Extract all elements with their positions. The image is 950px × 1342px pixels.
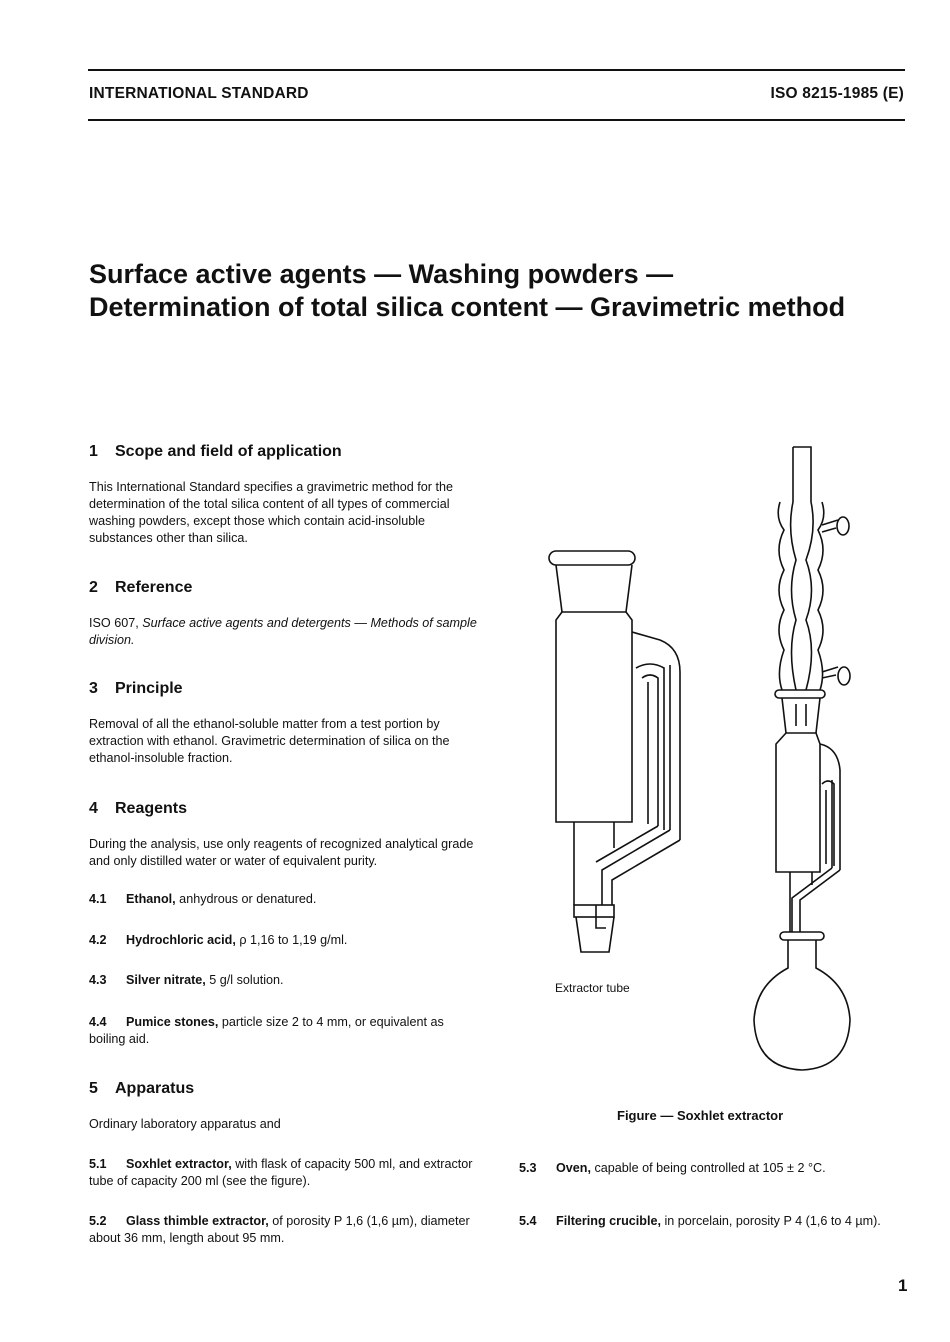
document-title (89, 258, 845, 324)
section-text: ISO 607, Surface active agents and detergents — Methods of sample division. (89, 616, 477, 647)
figure-part-label: Extractor tube (555, 981, 630, 995)
page-number: 1 (898, 1276, 908, 1295)
header-top-rule (88, 69, 905, 71)
section-text: This International Standard specifies a gravimetric method for the determination of the total silica content of all types of commercial washing powders, except those which contain acid-insoluble substances other than silica. (89, 480, 454, 545)
title-line-2: Determination of total silica content — Gravimetric method (89, 292, 846, 322)
section-heading: 2 Reference (89, 579, 193, 596)
header-right: ISO 8215-1985 (E) (770, 85, 904, 102)
clause-5-1: 5.1 Soxhlet extractor, with flask of capacity 500 ml, and extractor tube of capacity 200 ml (see the figure). (89, 1157, 473, 1188)
section-apparatus (89, 1080, 481, 1133)
clause-4-2: 4.2 Hydrochloric acid, ρ 1,16 to 1,19 g/ml. (89, 933, 348, 947)
section-text: Ordinary laboratory apparatus and (89, 1117, 281, 1131)
section-reagents (89, 800, 481, 870)
section-heading: 1 Scope and field of application (89, 443, 342, 460)
section-text: During the analysis, use only reagents of recognized analytical grade and only distilled water or water of equivalent purity. (89, 837, 474, 868)
clause-5-3: 5.3 Oven, capable of being controlled at 105 ± 2 °C. (519, 1161, 826, 1175)
section-principle (89, 680, 481, 767)
section-scope (89, 443, 481, 547)
clause-4-3: 4.3 Silver nitrate, 5 g/l solution. (89, 973, 284, 987)
clause-4-1: 4.1 Ethanol, anhydrous or denatured. (89, 892, 317, 906)
header-bottom-rule (88, 119, 905, 121)
section-heading: 5 Apparatus (89, 1080, 195, 1097)
section-reference (89, 579, 481, 649)
section-heading: 3 Principle (89, 680, 183, 697)
section-heading: 4 Reagents (89, 800, 188, 817)
extractor-tube-drawing (549, 551, 680, 952)
title-line-1: Surface active agents — Washing powders — (89, 259, 674, 289)
clause-5-4: 5.4 Filtering crucible, in porcelain, porosity P 4 (1,6 to 4 µm). (519, 1214, 881, 1228)
clause-4-4: 4.4 Pumice stones, particle size 2 to 4 mm, or equivalent as boiling aid. (89, 1015, 444, 1046)
figure-caption: Figure — Soxhlet extractor (617, 1108, 784, 1123)
header-left: INTERNATIONAL STANDARD (89, 85, 309, 102)
soxhlet-assembly-drawing (754, 447, 850, 1070)
section-text: Removal of all the ethanol-soluble matter from a test portion by extraction with ethanol. Gravimetric determination of silica on the ethanol-insoluble fraction. (89, 717, 450, 765)
clause-5-2: 5.2 Glass thimble extractor, of porosity P 1,6 (1,6 µm), diameter about 36 mm, length about 95 mm. (89, 1214, 470, 1245)
